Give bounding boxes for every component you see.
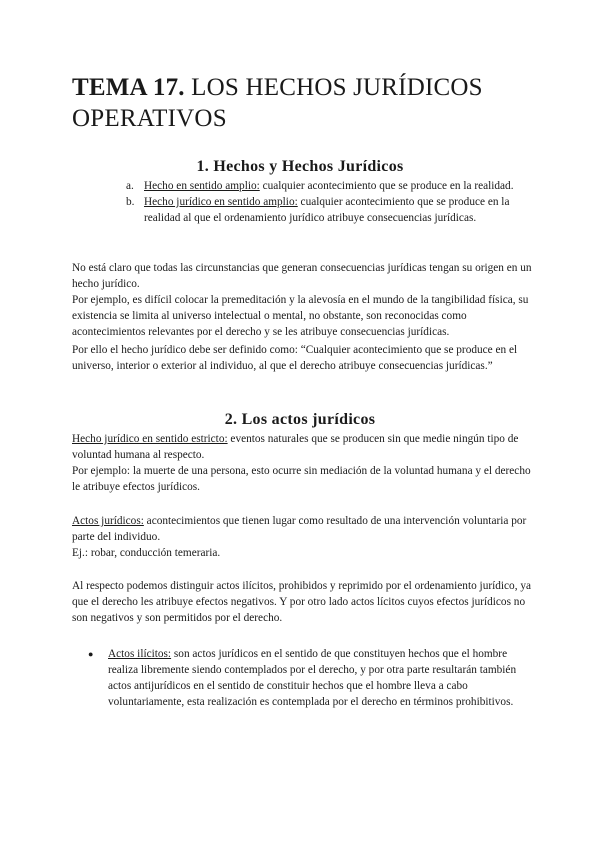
bullet-list — [72, 646, 532, 710]
definition-text: son actos jurídicos en el sentido de que constituyen hechos que el hombre realiza libremente siendo contemplados por el derecho, y por otra parte resultarán también actos antijurídicos en el sentido de constituir hechos que el hombre lleva a cabo voluntariamente, esta realización es contemplada por el derecho en términos prohibitivos. — [108, 648, 517, 708]
definition-text: acontecimientos que tienen lugar como resultado de una intervención voluntaria por parte del individuo. — [72, 515, 527, 543]
definitions-list — [72, 178, 532, 226]
list-item — [72, 178, 532, 194]
list-item — [72, 646, 532, 710]
section-heading-2: 2. Los actos jurídicos — [224, 411, 376, 428]
list-marker: b. — [126, 196, 135, 208]
term: Actos ilícitos: — [108, 648, 172, 660]
list-marker: a. — [126, 180, 134, 192]
example-paragraph: Ej.: robar, conducción temeraria. — [72, 547, 221, 559]
paragraph: Por ello el hecho jurídico debe ser definido como: “Cualquier acontecimiento que se produce en el universo, interior o exterior al individuo, al que el derecho atribuye consecuencias jurídicas.” — [72, 344, 518, 372]
paragraph: No está claro que todas las circunstancias que generan consecuencias jurídicas tengan su origen en un hecho jurídico. — [72, 262, 532, 290]
term: Actos jurídicos: — [72, 515, 144, 527]
definition-text: eventos naturales que se producen sin que medie ningún tipo de voluntad humana al respecto. — [72, 433, 519, 461]
page-title — [72, 72, 542, 134]
definition-text: cualquier acontecimiento que se produce en la realidad. — [259, 180, 514, 192]
definition-text: cualquier acontecimiento que se produce en la realidad al que el ordenamiento jurídico atribuye consecuencias jurídicas. — [144, 196, 510, 224]
definition-paragraph — [72, 513, 532, 545]
title-text: LOS HECHOS JURÍDICOS OPERATIVOS — [72, 74, 483, 132]
term: Hecho jurídico en sentido amplio: — [144, 196, 298, 208]
example-paragraph: Por ejemplo: la muerte de una persona, esto ocurre sin mediación de la voluntad humana y el derecho le atribuye efectos jurídicos. — [72, 465, 531, 493]
bullet-icon: ● — [88, 649, 94, 659]
list-item — [72, 194, 532, 226]
paragraph: Al respecto podemos distinguir actos ilícitos, prohibidos y reprimido por el ordenamiento jurídico, ya que el derecho les atribuye efectos negativos. Y por otro lado actos lícitos cuyos efectos jurídicos no son negativos y son permitidos por el derecho. — [72, 580, 532, 624]
term: Hecho en sentido amplio: — [144, 180, 260, 192]
term: Hecho jurídico en sentido estricto: — [72, 433, 228, 445]
definition-paragraph — [72, 431, 532, 463]
section-heading-1: 1. Hechos y Hechos Jurídicos — [196, 158, 404, 175]
paragraph: Por ejemplo, es difícil colocar la premeditación y la alevosía en el mundo de la tangibilidad física, su existencia se limita al universo intelectual o mental, no obstante, son reconocidas como acontecimientos relevantes por el derecho y se les atribuye consecuencias jurídicas. — [72, 294, 529, 338]
title-number: TEMA 17. — [72, 74, 185, 101]
